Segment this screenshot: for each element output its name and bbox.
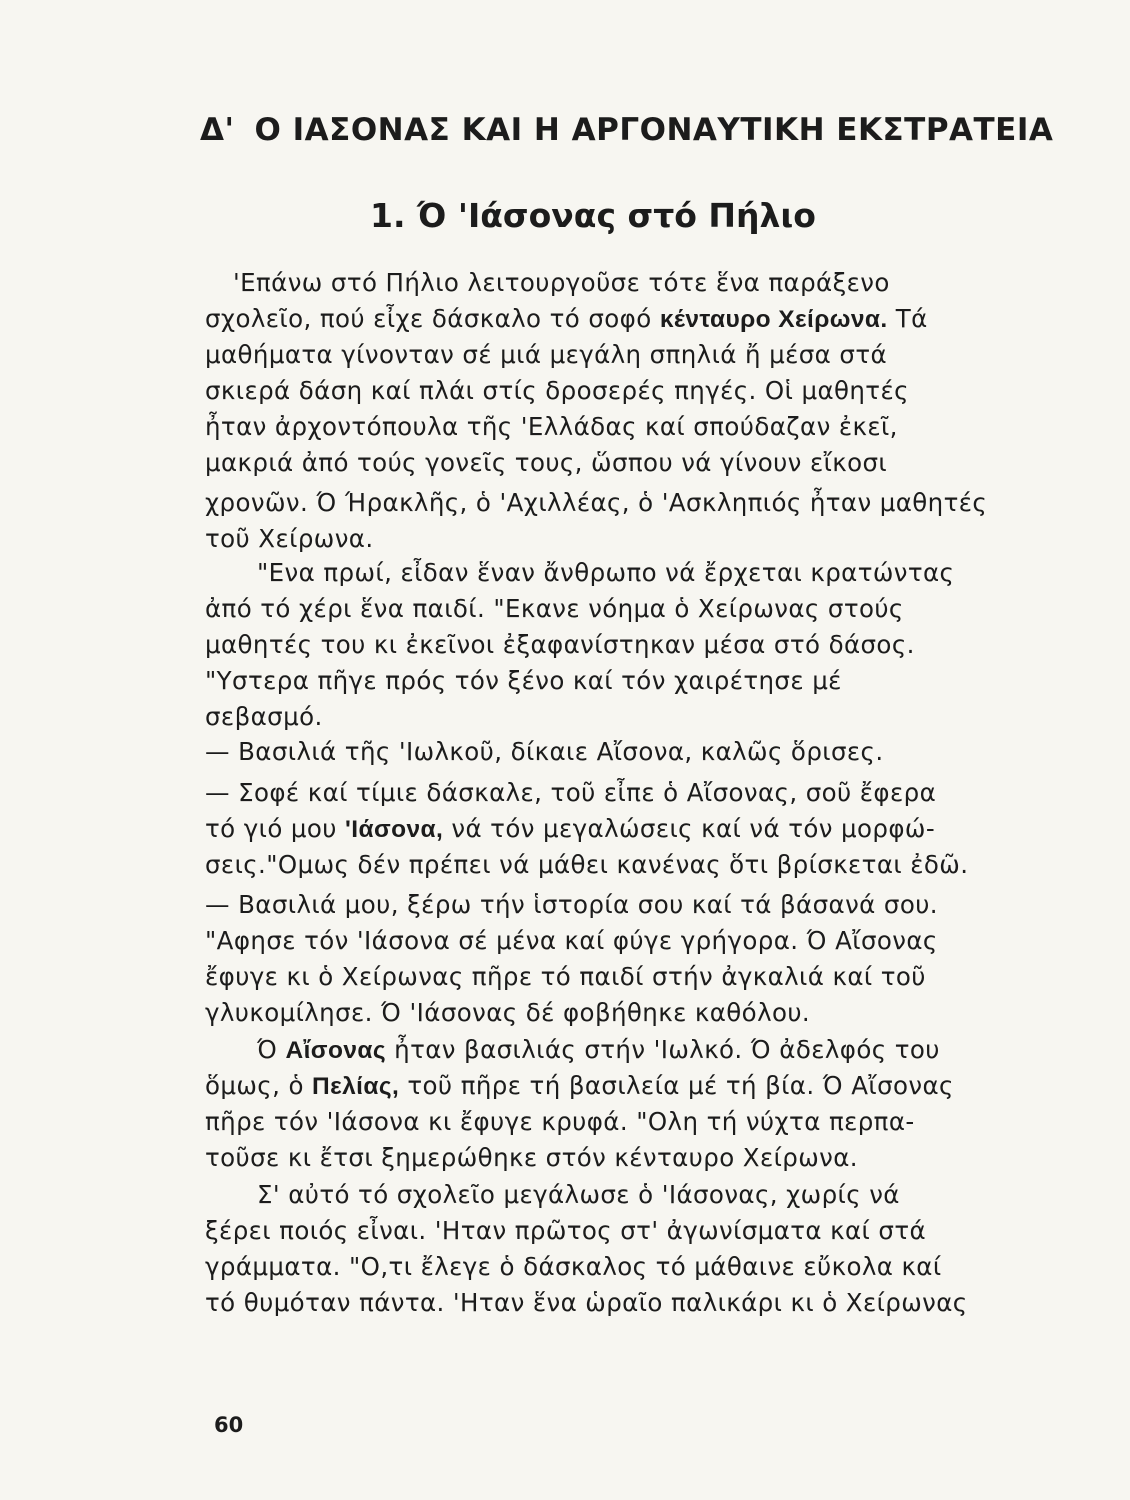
bold-term: 'Ιάσονα,: [345, 816, 444, 843]
text-line: σεβασμό.: [205, 702, 323, 731]
text-line: ἔφυγε κι ὁ Χείρωνας πῆρε τό παιδί στήν ἀγκαλιά καί τοῦ: [205, 962, 926, 991]
text-span: Ό: [257, 1035, 286, 1064]
text-line: 'Επάνω στό Πήλιο λειτουργοῦσε τότε ἕνα παράξενο: [233, 268, 890, 297]
paragraph-3: [205, 734, 1035, 770]
text-line: σεις."Ομως δέν πρέπει νά μάθει κανένας ὅτι βρίσκεται ἐδῶ.: [205, 850, 969, 879]
text-line: γλυκομίλησε. Ό 'Ιάσονας δέ φοβήθηκε καθόλου.: [205, 998, 811, 1027]
paragraph-4: [205, 775, 1035, 883]
text-line: τοῦσε κι ἔτσι ξημερώθηκε στόν κένταυρο Χείρωνα.: [205, 1143, 858, 1172]
bold-term: κένταυρο Χείρωνα.: [659, 306, 888, 333]
text-line: ἀπό τό χέρι ἕνα παιδί. "Εκανε νόημα ὁ Χείρωνας στούς: [205, 594, 904, 623]
text-span: σχολεῖο, πού εἶχε δάσκαλο τό σοφό: [205, 304, 660, 333]
text-span: τοῦ πῆρε τή βασιλεία μέ τή βία. Ό Αἴσονας: [399, 1071, 954, 1100]
text-line: σκιερά δάση καί πλάι στίς δροσερές πηγές. Οἱ μαθητές: [205, 376, 909, 405]
text-line: "Υστερα πῆγε πρός τόν ξένο καί τόν χαιρέτησε μέ: [205, 666, 842, 695]
text-line: Σ' αὐτό τό σχολεῖο μεγάλωσε ὁ 'Ιάσονας, χωρίς νά: [257, 1180, 900, 1209]
text-span: νά τόν μεγαλώσεις καί νά τόν μορφώ-: [443, 814, 936, 843]
paragraph-2: [205, 555, 1035, 735]
text-line: τοῦ Χείρωνα.: [205, 524, 374, 553]
text-line: ξέρει ποιός εἶναι. 'Ηταν πρῶτος στ' ἀγωνίσματα καί στά: [205, 1216, 927, 1245]
paragraph-1: [205, 265, 1035, 557]
page-number: 60: [214, 1413, 244, 1437]
chapter-title-text: Ο ΙΑΣΟΝΑΣ ΚΑΙ Η ΑΡΓΟΝΑΥΤΙΚΗ ΕΚΣΤΡΑΤΕΙΑ: [254, 112, 1054, 148]
text-line: [205, 1032, 1035, 1068]
text-line: "Αφησε τόν 'Ιάσονα σέ μένα καί φύγε γρήγορα. Ό Αἴσονας: [205, 926, 938, 955]
bold-term: Αἴσονας: [285, 1037, 386, 1064]
text-line: — Βασιλιά μου, ξέρω τήν ἱστορία σου καί τά βάσανά σου.: [205, 890, 938, 919]
text-line: "Ενα πρωί, εἶδαν ἕναν ἄνθρωπο νά ἔρχεται κρατώντας: [257, 558, 955, 587]
text-line: τό θυμόταν πάντα. 'Ηταν ἕνα ὡραῖο παλικάρι κι ὁ Χείρωνας: [205, 1288, 968, 1317]
bold-term: Πελίας,: [312, 1073, 400, 1100]
text-span: ἦταν βασιλιάς στήν 'Ιωλκό. Ό ἀδελφός του: [385, 1035, 940, 1064]
text-span: Τά: [887, 304, 928, 333]
chapter-title: [200, 112, 1080, 148]
paragraph-7: [205, 1177, 1035, 1321]
text-line: [205, 301, 1035, 337]
text-line: μακριά ἀπό τούς γονεῖς τους, ὥσπου νά γίνουν εἴκοσι: [205, 448, 888, 477]
text-line: [205, 811, 1035, 847]
text-line: μαθήματα γίνονταν σέ μιά μεγάλη σπηλιά ἤ μέσα στά: [205, 340, 888, 369]
text-line: πῆρε τόν 'Ιάσονα κι ἔφυγε κρυφά. "Ολη τή νύχτα περπα-: [205, 1107, 915, 1136]
text-span: τό γιό μου: [205, 814, 346, 843]
section-title: 1. Ό 'Ιάσονας στό Πήλιο: [370, 196, 816, 235]
chapter-prefix: Δ': [200, 112, 235, 148]
text-line: — Βασιλιά τῆς 'Ιωλκοῦ, δίκαιε Αἴσονα, καλῶς ὅρισες.: [205, 737, 884, 766]
text-line: μαθητές του κι ἐκεῖνοι ἐξαφανίστηκαν μέσα στό δάσος.: [205, 630, 915, 659]
text-line: χρονῶν. Ό Ήρακλῆς, ὁ 'Αχιλλέας, ὁ 'Ασκληπιός ἦταν μαθητές: [205, 488, 988, 517]
text-line: γράμματα. "Ο,τι ἔλεγε ὁ δάσκαλος τό μάθαινε εὔκολα καί: [205, 1252, 942, 1281]
text-line: [205, 1068, 1035, 1104]
paragraph-6: [205, 1032, 1035, 1176]
text-line: ἦταν ἀρχοντόπουλα τῆς 'Ελλάδας καί σπούδαζαν ἐκεῖ,: [205, 412, 898, 441]
text-line: — Σοφέ καί τίμιε δάσκαλε, τοῦ εἶπε ὁ Αἴσονας, σοῦ ἔφερα: [205, 778, 937, 807]
text-span: ὅμως, ὁ: [205, 1071, 313, 1100]
paragraph-5: [205, 887, 1035, 1031]
